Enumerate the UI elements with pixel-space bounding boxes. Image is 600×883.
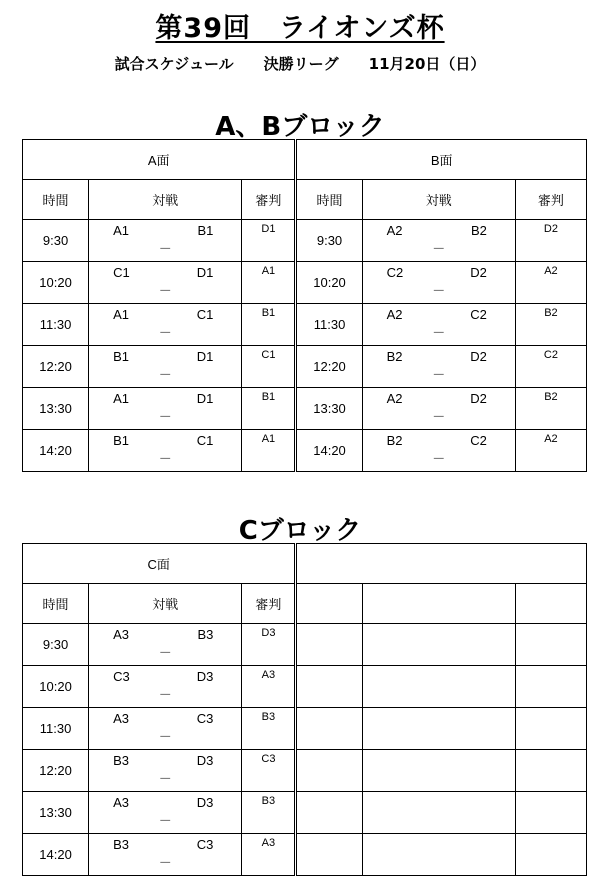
referee-team: A3	[261, 837, 276, 849]
team-1: B3	[113, 837, 130, 852]
referee-cell	[242, 304, 296, 346]
team-2: D2	[470, 349, 487, 364]
match-time: 9:30	[23, 624, 89, 666]
match-cell	[89, 388, 242, 430]
team-1: B1	[113, 433, 130, 448]
match-pairing	[89, 220, 241, 261]
referee-team: D3	[261, 627, 276, 639]
table-row	[23, 304, 587, 346]
match-cell	[362, 346, 515, 388]
match-cell	[89, 792, 242, 834]
court-name: C面	[23, 544, 296, 584]
match-time	[296, 792, 362, 834]
team-1: B3	[113, 753, 130, 768]
match-pairing	[89, 750, 241, 791]
match-cell	[89, 666, 242, 708]
team-2: D3	[196, 795, 214, 810]
team-2: B3	[197, 627, 214, 642]
column-header-time: 時間	[23, 584, 89, 624]
team-2: D1	[196, 391, 214, 406]
referee-team: B3	[261, 795, 276, 807]
team-1: A2	[386, 391, 403, 406]
versus-dash: －	[158, 325, 172, 340]
match-time: 14:20	[296, 430, 362, 472]
match-time: 11:30	[23, 304, 89, 346]
block-title-c: Cブロック	[238, 516, 362, 546]
referee-cell	[242, 792, 296, 834]
table-row	[23, 262, 587, 304]
table-row	[23, 708, 587, 750]
referee-cell	[242, 750, 296, 792]
referee-team: D2	[543, 223, 558, 235]
referee-cell	[242, 666, 296, 708]
match-cell	[362, 708, 515, 750]
referee-team: A1	[261, 433, 276, 445]
match-cell	[89, 834, 242, 876]
table-row	[23, 834, 587, 876]
match-pairing	[89, 834, 241, 875]
match-cell	[89, 220, 242, 262]
versus-dash: －	[158, 729, 172, 744]
match-cell	[89, 624, 242, 666]
document-subtitle: 試合スケジュール 決勝リーグ 11月20日（日）	[114, 55, 486, 73]
match-pairing	[89, 666, 241, 707]
match-pairing	[363, 834, 515, 875]
match-cell	[362, 304, 515, 346]
column-header-ref	[515, 584, 586, 624]
versus-dash: －	[432, 367, 446, 382]
match-time: 14:20	[23, 430, 89, 472]
match-cell	[89, 304, 242, 346]
match-pairing	[363, 792, 515, 833]
team-1: C2	[386, 265, 404, 280]
team-2: C1	[196, 433, 214, 448]
court-name: A面	[23, 140, 296, 180]
team-2: C1	[196, 307, 214, 322]
match-time: 9:30	[23, 220, 89, 262]
versus-dash: －	[432, 409, 446, 424]
column-header-match: 対戦	[89, 584, 242, 624]
team-1: A3	[113, 627, 130, 642]
team-1: A2	[386, 223, 403, 238]
team-1: A3	[113, 711, 130, 726]
match-pairing	[89, 304, 241, 345]
referee-cell	[242, 346, 296, 388]
referee-team: C2	[543, 349, 558, 361]
match-time	[296, 750, 362, 792]
versus-dash: －	[432, 283, 446, 298]
match-cell	[362, 792, 515, 834]
team-1: B1	[113, 349, 130, 364]
column-header-ref: 審判	[242, 180, 296, 220]
referee-team: B1	[261, 391, 276, 403]
match-time: 13:30	[23, 388, 89, 430]
versus-dash: －	[158, 771, 172, 786]
document-title	[0, 6, 600, 45]
versus-dash: －	[432, 451, 446, 466]
match-cell	[362, 834, 515, 876]
referee-cell	[515, 346, 586, 388]
referee-cell	[515, 792, 586, 834]
referee-cell	[515, 834, 586, 876]
match-cell	[362, 388, 515, 430]
team-1: A2	[386, 307, 403, 322]
column-header-time: 時間	[23, 180, 89, 220]
court-header-row	[23, 544, 587, 584]
referee-cell	[242, 708, 296, 750]
team-2: C2	[470, 433, 487, 448]
match-time: 12:20	[296, 346, 362, 388]
versus-dash: －	[432, 241, 446, 256]
referee-team: C3	[261, 753, 276, 765]
match-time: 9:30	[296, 220, 362, 262]
team-1: A3	[113, 795, 130, 810]
match-cell	[362, 220, 515, 262]
court-header-row	[23, 140, 587, 180]
team-1: A1	[113, 391, 130, 406]
match-pairing	[89, 346, 241, 387]
match-pairing	[363, 388, 515, 429]
match-pairing	[363, 708, 515, 749]
referee-cell	[515, 304, 586, 346]
versus-dash: －	[158, 241, 172, 256]
table-row	[23, 388, 587, 430]
column-header-row	[23, 584, 587, 624]
referee-cell	[515, 262, 586, 304]
column-header-row	[23, 180, 587, 220]
referee-team: A2	[544, 265, 558, 277]
match-pairing	[89, 792, 241, 833]
match-time: 10:20	[23, 666, 89, 708]
match-time: 11:30	[23, 708, 89, 750]
match-time: 11:30	[296, 304, 362, 346]
referee-team: B2	[544, 307, 558, 319]
match-pairing	[363, 262, 515, 303]
match-cell	[89, 430, 242, 472]
table-row	[23, 624, 587, 666]
team-2: C3	[196, 711, 214, 726]
table-row	[23, 792, 587, 834]
referee-cell	[242, 262, 296, 304]
match-time	[296, 834, 362, 876]
referee-cell	[242, 430, 296, 472]
referee-team: A1	[261, 265, 276, 277]
match-pairing	[89, 262, 241, 303]
team-1: C1	[113, 265, 130, 280]
match-time: 10:20	[23, 262, 89, 304]
referee-cell	[242, 220, 296, 262]
column-header-match	[362, 584, 515, 624]
referee-cell	[515, 750, 586, 792]
team-2: D2	[470, 391, 487, 406]
team-2: B1	[197, 223, 214, 238]
team-2: D1	[196, 265, 214, 280]
match-pairing	[89, 708, 241, 749]
match-pairing	[89, 388, 241, 429]
team-2: D1	[196, 349, 214, 364]
match-time	[296, 624, 362, 666]
referee-cell	[515, 666, 586, 708]
team-1: C3	[113, 669, 130, 684]
referee-team: B2	[544, 391, 558, 403]
table-row	[23, 220, 587, 262]
referee-cell	[242, 388, 296, 430]
match-pairing	[363, 666, 515, 707]
match-pairing	[363, 750, 515, 791]
document-title-text: 第39回 ライオンズ杯	[155, 13, 445, 44]
match-pairing	[89, 624, 241, 665]
table-row	[23, 430, 587, 472]
referee-team: B1	[261, 307, 276, 319]
block-title-ab: A、Bブロック	[215, 112, 385, 142]
column-header-match: 対戦	[362, 180, 515, 220]
team-2: D2	[470, 265, 487, 280]
schedule-table-c	[22, 543, 587, 876]
match-cell	[362, 624, 515, 666]
match-cell	[89, 346, 242, 388]
referee-cell	[515, 220, 586, 262]
versus-dash: －	[158, 813, 172, 828]
match-cell	[362, 750, 515, 792]
versus-dash: －	[158, 283, 172, 298]
referee-cell	[515, 624, 586, 666]
team-1: A1	[113, 223, 130, 238]
table-row	[23, 750, 587, 792]
team-2: B2	[470, 223, 487, 238]
team-2: D3	[196, 753, 214, 768]
versus-dash: －	[158, 855, 172, 870]
table-row	[23, 346, 587, 388]
match-time	[296, 708, 362, 750]
referee-team: A2	[544, 433, 558, 445]
match-pairing	[89, 430, 241, 471]
versus-dash: －	[158, 409, 172, 424]
court-name	[296, 544, 587, 584]
team-2: D3	[196, 669, 214, 684]
referee-cell	[515, 708, 586, 750]
team-2: C2	[470, 307, 487, 322]
match-cell	[362, 430, 515, 472]
match-time: 12:20	[23, 750, 89, 792]
team-1: B2	[386, 433, 403, 448]
column-header-ref: 審判	[515, 180, 586, 220]
referee-team: B3	[261, 711, 276, 723]
match-cell	[89, 708, 242, 750]
versus-dash: －	[158, 451, 172, 466]
match-pairing	[363, 624, 515, 665]
column-header-time	[296, 584, 362, 624]
match-time: 13:30	[23, 792, 89, 834]
match-pairing	[363, 430, 515, 471]
column-header-match: 対戦	[89, 180, 242, 220]
referee-team: C1	[261, 349, 276, 361]
team-2: C3	[196, 837, 214, 852]
match-cell	[362, 262, 515, 304]
referee-cell	[242, 834, 296, 876]
match-pairing	[363, 220, 515, 261]
table-row	[23, 666, 587, 708]
column-header-ref: 審判	[242, 584, 296, 624]
schedule-table-ab	[22, 139, 587, 472]
versus-dash: －	[432, 325, 446, 340]
versus-dash: －	[158, 645, 172, 660]
match-time	[296, 666, 362, 708]
match-time: 10:20	[296, 262, 362, 304]
referee-cell	[515, 430, 586, 472]
match-cell	[89, 262, 242, 304]
court-name: B面	[296, 140, 587, 180]
versus-dash: －	[158, 687, 172, 702]
referee-cell	[242, 624, 296, 666]
match-cell	[89, 750, 242, 792]
referee-team: D1	[261, 223, 276, 235]
match-time: 12:20	[23, 346, 89, 388]
versus-dash: －	[158, 367, 172, 382]
match-cell	[362, 666, 515, 708]
team-1: A1	[113, 307, 130, 322]
match-pairing	[363, 304, 515, 345]
team-1: B2	[386, 349, 403, 364]
referee-cell	[515, 388, 586, 430]
match-time: 13:30	[296, 388, 362, 430]
referee-team: A3	[261, 669, 276, 681]
match-pairing	[363, 346, 515, 387]
column-header-time: 時間	[296, 180, 362, 220]
match-time: 14:20	[23, 834, 89, 876]
